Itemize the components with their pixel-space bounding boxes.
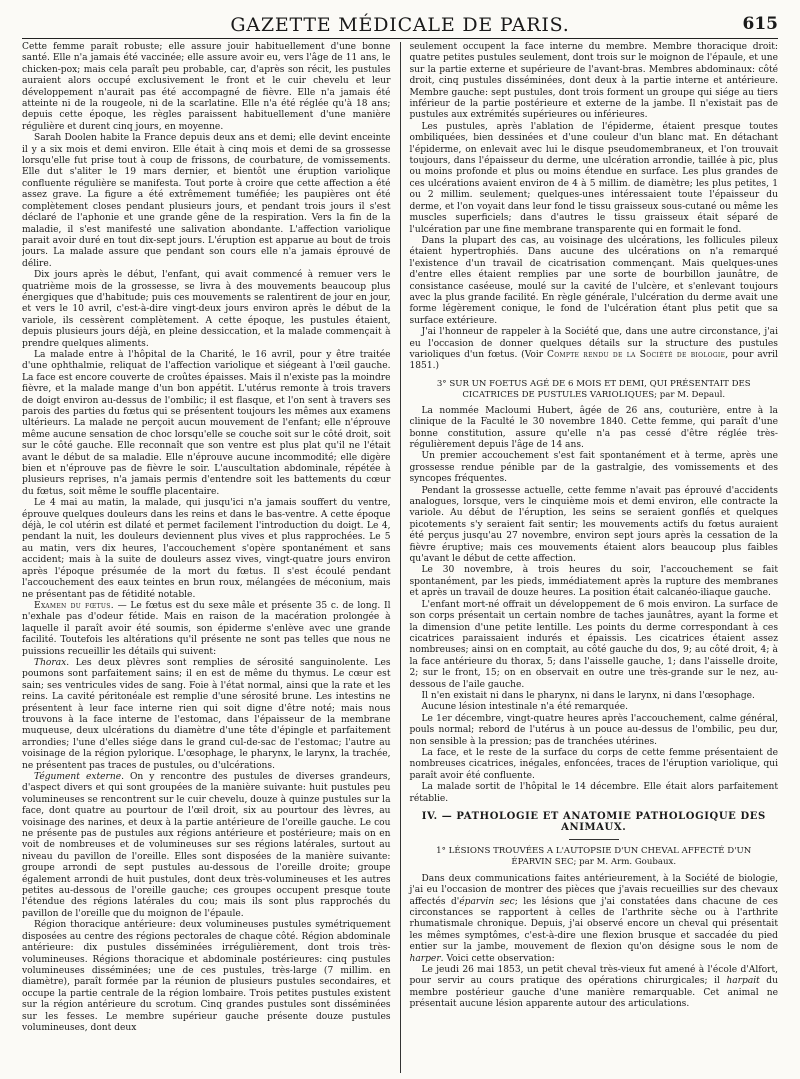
paragraph: Un premier accouchement s'est fait spontanément et à terme, après une grossesse rendue pénible par de la gastralgie, des vomissements et des syncopes fréquentes. [409,451,778,485]
paragraph [22,658,391,772]
article-columns [22,42,778,1073]
paragraph: La malade sortit de l'hôpital le 14 décembre. Elle était alors parfaitement rétablie. [409,782,778,804]
paragraph: L'enfant mort-né offrait un développement de 6 mois environ. La surface de son corps présentait un certain nombre de taches jaunâtres, ayant la forme et la dimension d'une petite lentille. Les points du derme correspondant à ces cicatrices paraissaient indurés et épaissis. Les cicatrices étaient assez nombreuses; ainsi on en comptait, au côté gauche du dos, 9; au côté droit, 4; à la face antérieure du thorax, 5; dans l'aisselle gauche, 1; dans l'aisselle droite, 2; sur le front, 15; on en observait en outre une très-grande sur le nez, au-dessous de l'aile gauche. [409,599,778,690]
emphasis: harper [409,953,441,964]
paragraph: Aucune lésion intestinale n'a été remarquée. [421,702,628,713]
paragraph [22,601,391,658]
journal-title: GAZETTE MÉDICALE DE PARIS. [230,14,570,36]
paragraph: Cette femme paraît robuste; elle assure jouir habituellement d'une bonne santé. Elle n'a jamais été vaccinée; elle assure avoir eu, vers l'âge de 11 ans, le chicken-pox; mais cela paraît peu probable, car, d'après son récit, les pustules auraient alors occupé exclusivement le front et le cuir chevelu et leur développement n'aurait pas été accompagné de fièvre. Elle n'a jamais été atteinte ni de la rougeole, ni de la scarlatine. Elle n'a été réglée qu'à 18 ans; depuis cette époque, les règles paraissent habituellement d'une manière régulière et durent cinq jours, en moyenne. [22,42,391,132]
paragraph-text: Les deux plèvres sont remplies de sérosité sanguinolente. Les poumons sont parfaitement sains; il en est de même du thymus. Le cœur est sain; ses ventricules vides de sang. Foie à l'état normal, ainsi que la rate et les reins. La cavité péritonéale est remplie d'une sérosité brune. Les intestins ne présentent à leur face interne rien qui soit digne d'être noté; mais nous trouvons à la face interne de l'estomac, dans l'épaisseur de la membrane muqueuse, deux ulcérations du diamètre d'une tête d'épingle et parfaitement arrondies; l'une d'elles siége dans le grand cul-de-sac de l'estomac; l'autre au voisinage de la région pylorique. L'œsophage, le pharynx, le larynx, la trachée, ne présentent pas traces de pustules, ou d'ulcérations. [22,657,391,771]
paragraph [409,327,778,373]
paragraph-text: ; les lésions que j'ai constatées dans chacune de ces circonstances se rapportent à celles de l'arthrite sèche ou à l'arthrite rhumatismale chronique. Depuis, j'ai observé encore un cheval qui présentait les mêmes symptômes, c'est-à-dire une flexion brusque et saccadée du pied entier sur la jambe, mouvement de flexion qu'on désigne sous le nom de [409,896,778,953]
emphasis: éparvin sec [459,896,515,907]
paragraph: Le 4 mai au matin, la malade, qui jusqu'ici n'a jamais souffert du ventre, éprouve quelques douleurs dans les reins et dans le bas-ventre. A cette époque déjà, le col utérin est dilaté et permet facilement l'introduction du doigt. Le 4, pendant la nuit, les douleurs deviennent plus vives et plus rapprochées. Le 5 au matin, vers dix heures, l'accouchement s'opère spontanément et sans accident; mais à la suite de douleurs assez vives, vingt-quatre jours environ après l'époque présumée de la mort du fœtus. Il s'est écoulé pendant l'accouchement des eaux teintes en brun roux, mélangées de méconium, mais ne présentant pas de fétidité notable. [22,498,391,600]
paragraph: Il n'en existait ni dans le pharynx, ni dans le larynx, ni dans l'œsophage. [421,690,755,701]
paragraph: Le 1er décembre, vingt-quatre heures après l'accouchement, calme général, pouls normal; rebord de l'utérus à un pouce au-dessus de l'ombilic, peu dur, non sensible à la pression; pas de tranchées utérines. [409,713,778,747]
right-column [400,42,778,1073]
chapter-heading [409,811,778,840]
section-lead: Examen du fœtus. [34,600,114,611]
paragraph [409,965,778,1011]
paragraph-text: J'ai l'honneur de rappeler à la Société que, dans une autre circonstance, j'ai eu l'occasion de donner quelques détails sur la structure des pustules varioliques d'un fœtus. (Voir [409,327,778,360]
paragraph: Le 30 novembre, à trois heures du soir, l'accouchement se fait spontanément, par les pieds, immédiatement après la rupture des membranes et après un travail de douze heures. La position était calcanéo-iliaque gauche. [409,565,778,599]
paragraph-text: — Le fœtus est du sexe mâle et présente 35 c. de long. Il n'exhale pas d'odeur fétide. Mais en raison de la macération prolongée à laquelle il paraît avoir été soumis, son épiderme s'enlève avec une grande facilité. Toutefois les altérations qu'il présente ne sont pas telles que nous ne puissions recueillir les détails qui suivent: [22,600,391,657]
paragraph: Dix jours après le début, l'enfant, qui avait commencé à remuer vers le quatrième mois de la grossesse, se livra à des mouvements beaucoup plus énergiques que d'habitude; puis ces mouvements se ralentirent de jour en jour, et vers le 10 avril, c'est-à-dire vingt-deux jours environ après le début de la variole, ils cessèrent complètement. A cette époque, les pustules étaient, depuis plusieurs jours déjà, en pleine dessiccation, et la malade commençait à prendre quelques aliments. [22,270,391,349]
paragraph: La nommée Macloumi Hubert, âgée de 26 ans, couturière, entre à la clinique de la Faculté le 30 novembre 1840. Cette femme, qui paraît d'une bonne constitution, assure qu'elle n'a pas cessé d'être réglée très-régulièrement depuis l'âge de 14 ans. [409,405,778,450]
page-number: 615 [742,14,778,34]
page-header [22,12,778,39]
paragraph: Région thoracique antérieure: deux volumineuses pustules symétriquement disposées au centre des régions pectorales de chaque côté. Région abdominale antérieure: dix pustules disséminées irrégulièrement, dont trois très-volumineuses. Régions thoracique et abdominale postérieures: cinq pustules volumineuses disséminées; une de ces pustules, très-large (7 millim. en diamètre), paraît formée par la réunion de plusieurs pustules secondaires, et occupe la partie centrale de la région lombaire. Trois petites pustules existent sur la région antérieure du scrotum. Cinq grandes pustules sont disséminées sur les fesses. Le membre supérieur gauche présente douze pustules volumineuses, dont deux [22,920,391,1033]
paragraph-text: , pour avril 1851.) [409,349,778,372]
paragraph: La face, et le reste de la surface du corps de cette femme présentaient de nombreuses cicatrices, inégales, enfoncées, traces de l'éruption variolique, qui paraît avoir été confluente. [409,747,778,781]
paragraph [22,772,391,920]
heading-rule [569,839,619,840]
paragraph-text: On y rencontre des pustules de diverses grandeurs, d'aspect divers et qui sont groupées de la manière suivante: huit pustules peu volumineuses se rencontrent sur le cuir chevelu, douze à quinze pustules sur la face, dont quatre au pourtour de l'œil droit, six au pourtour des lèvres, au voisinage des narines, et deux à la partie antérieure de l'oreille gauche. Le cou ne présente pas de pustules aux régions antérieure et postérieure; mais on en voit de nombreuses et de volumineuses sur ses régions latérales, surtout au niveau du pavillon de l'oreille. Elles sont disposées de la manière suivante: groupe arrondi de sept pustules au-dessous de l'oreille droite; groupe également arrondi de huit pustules, dont deux très-volumineuses et les autres petites au-dessous de l'oreille gauche; ces groupes occupent presque toute l'étendue des régions latérales du cou; mais ils sont plus rapprochés du pavillon de l'oreille que du moignon de l'épaule. [22,772,391,919]
emphasis: harpait [726,976,760,987]
paragraph: La malade entre à l'hôpital de la Charité, le 16 avril, pour y être traitée d'une ophthalmie, reliquat de l'affection variolique et siégeant à l'œil gauche. La face est encore couverte de croûtes épaisses. Mais il n'existe pas la moindre fièvre, et la malade mange d'un bon appétit. L'utérus remonte à trois travers de doigt environ au-dessus de l'ombilic; il est flasque, et l'on sent à travers ses parois des parties du fœtus qui se présentent toujours les mêmes aux examens ultérieurs. La malade ne perçoit aucun mouvement de l'enfant; elle n'éprouve même aucune sensation de choc lorsqu'elle se couche soit sur le côté droit, soit sur le côté gauche. Elle reconnaît que son ventre est plus plat qu'il ne l'était avant le début de sa maladie. Elle n'éprouve aucune incommodité; elle digère bien et n'éprouve pas de fièvre le soir. L'auscultation abdominale, répétée à plusieurs reprises, n'a jamais permis d'entendre soit les battements du cœur du fœtus, soit même le souffle placentaire. [22,349,391,497]
paragraph: Sarah Doolen habite la France depuis deux ans et demi; elle devint enceinte il y a six mois et demi environ. Elle était à cinq mois et demi de sa grossesse lorsqu'elle fut prise tout à coup de frissons, de courbature, de vomissements. Elle dut s'aliter le 19 mars dernier, et bientôt une éruption variolique confluente régulière se manifesta. Tout porte à croire que cette affection a été assez grave. La figure a été extrêmement tuméfiée; les paupières ont été complètement closes pendant plusieurs jours, et pendant trois jours il s'est déclaré de l'aphonie et une grande gêne de la respiration. Vers la fin de la maladie, il s'est manifesté une salivation abondante. L'affection variolique parait avoir duré en tout dix-sept jours. L'éruption est apparue au bout de trois jours. La malade assure que pendant son cours elle n'a jamais éprouvé de délire. [22,133,391,269]
paragraph-text: Dans deux communications faites antérieurement, à la Société de biologie, j'ai eu l'occasion de montrer des pièces que j'avais recueillies sur des chevaux affectés d' [409,873,778,907]
section-lead: Thorax. [34,657,70,668]
subsection-heading: 1° LÉSIONS TROUVÉES A L'AUTOPSIE D'UN CHEVAL AFFECTÉ D'UN ÉPARVIN SEC; par M. Arm. Goubaux. [436,845,752,867]
left-column [22,42,400,1073]
chapter-heading-text: IV. — PATHOLOGIE ET ANATOMIE PATHOLOGIQUE DES ANIMAUX. [421,811,766,834]
section-lead: Tégument externe. [34,772,124,782]
citation: Compte rendu de la Société de biologie [546,349,726,360]
paragraph: seulement occupent la face interne du membre. Membre thoracique droit: quatre petites pustules seulement, dont trois sur le moignon de l'épaule, et une sur la partie externe et supérieure de l'avant-bras. Membres abdominaux: côté droit, cinq pustules disséminées, dont deux à la partie interne et antérieure. Membre gauche: sept pustules, dont trois forment un groupe qui siége au tiers inférieur de la partie postérieure et externe de la jambe. Il n'existait pas de pustules aux extrémités supérieures ou inférieures. [409,42,778,121]
section-heading: 3° SUR UN FOETUS AGÉ DE 6 MOIS ET DEMI, QUI PRÉSENTAIT DES CICATRICES DE PUSTULES VARIOLIQUES; par M. Depaul. [436,378,751,400]
paragraph: Pendant la grossesse actuelle, cette femme n'avait pas éprouvé d'accidents analogues, lorsque, vers le cinquième mois et demi environ, elle contracte la variole. Au début de l'éruption, les seins se seraient gonflés et quelques picotements s'y seraient fait sentir; les mouvements actifs du fœtus auraient été perçus jusqu'au 27 novembre, environ sept jours après la cessation de la fièvre éruptive; mais ces mouvements étaient alors beaucoup plus faibles qu'avant le début de cette affection. [409,485,778,565]
paragraph: Dans la plupart des cas, au voisinage des ulcérations, les follicules pileux étaient hypertrophiés. Dans aucune des ulcérations on n'a remarqué l'existence d'un travail de cicatrisation commençant. Mais quelques-unes d'entre elles étaient remplies par une sorte de bourbillon jaunâtre, de consistance caséeuse, moulé sur la cavité de l'ulcère, et s'enlevant toujours avec la plus grande facilité. En règle générale, l'ulcération du derme avait une forme légèrement conique, le fond de l'ulcération étant plus petit que sa surface extérieure. [409,235,778,326]
paragraph: Les pustules, après l'ablation de l'épiderme, étaient presque toutes ombiliquées, bien dessinées et d'une couleur d'un blanc mat. En détachant l'épiderme, on enlevait avec lui le disque pseudomembraneux, et l'on trouvait toujours, dans l'épaisseur du derme, une ulcération arrondie, taillée à pic, plus ou moins profonde et plus ou moins étendue en surface. Les plus grandes de ces ulcérations avaient environ de 4 à 5 millim. de diamètre; les plus petites, 1 ou 2 millim. seulement; quelques-unes intéressaient toute l'épaisseur du derme, et l'on voyait dans leur fond le tissu graisseux sous-cutané ou même les muscles superficiels; dans d'autres le tissu graisseux était séparé de l'ulcération par une fine membrane transparente qui en formait le fond. [409,121,778,235]
paragraph-text: du membre postérieur gauche d'une manière remarquable. Cet animal ne présentait aucune lésion apparente autour des articulations. [409,976,778,1010]
paragraph-text: Le jeudi 26 mai 1853, un petit cheval très-vieux fut amené à l'école d'Alfort, pour servir au cours pratique des opérations chirurgicales; il [409,965,778,987]
paragraph-text: . Voici cette observation: [440,953,555,964]
paragraph [409,874,778,965]
